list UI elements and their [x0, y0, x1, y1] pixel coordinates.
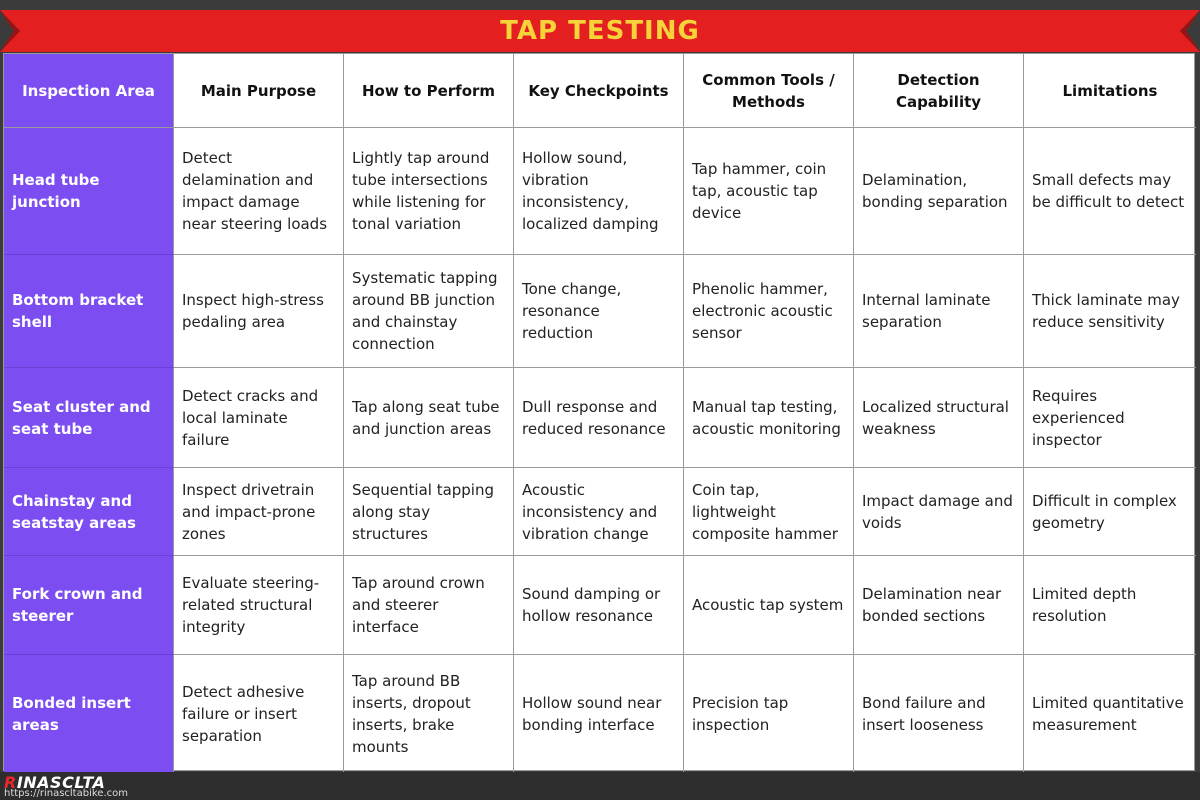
row-inspection-area: Fork crown and steerer [4, 556, 174, 655]
row-inspection-area: Head tube junction [4, 128, 174, 255]
row-main-purpose: Detect delamination and impact damage near steering loads [174, 128, 344, 255]
row-limitations: Difficult in complex geometry [1024, 468, 1196, 556]
row-inspection-area: Seat cluster and seat tube [4, 368, 174, 468]
row-key-checkpoints: Dull response and reduced resonance [514, 368, 684, 468]
header-cell-inspection-area: Inspection Area [4, 54, 174, 128]
row-main-purpose: Evaluate steering-related structural integrity [174, 556, 344, 655]
row-inspection-area: Bonded insert areas [4, 655, 174, 772]
row-detection-capability: Internal laminate separation [854, 255, 1024, 368]
row-common-tools: Manual tap testing, acoustic monitoring [684, 368, 854, 468]
row-limitations: Small defects may be difficult to detect [1024, 128, 1196, 255]
header-cell-how-to-perform: How to Perform [344, 54, 514, 128]
footer-watermark [0, 772, 1200, 800]
row-main-purpose: Detect adhesive failure or insert separation [174, 655, 344, 772]
header-cell-common-tools: Common Tools / Methods [684, 54, 854, 128]
row-how-to-perform: Tap around BB inserts, dropout inserts, brake mounts [344, 655, 514, 772]
row-main-purpose: Inspect drivetrain and impact-prone zones [174, 468, 344, 556]
row-how-to-perform: Tap along seat tube and junction areas [344, 368, 514, 468]
row-detection-capability: Impact damage and voids [854, 468, 1024, 556]
title-banner [0, 10, 1200, 52]
header-cell-detection-capability: Detection Capability [854, 54, 1024, 128]
row-how-to-perform: Systematic tapping around BB junction and chainstay connection [344, 255, 514, 368]
row-key-checkpoints: Tone change, resonance reduction [514, 255, 684, 368]
row-limitations: Limited depth resolution [1024, 556, 1196, 655]
row-common-tools: Tap hammer, coin tap, acoustic tap device [684, 128, 854, 255]
row-key-checkpoints: Hollow sound, vibration inconsistency, localized damping [514, 128, 684, 255]
row-limitations: Thick laminate may reduce sensitivity [1024, 255, 1196, 368]
row-detection-capability: Bond failure and insert looseness [854, 655, 1024, 772]
logo-initial: R [4, 773, 17, 792]
row-limitations: Limited quantitative measurement [1032, 693, 1184, 734]
row-common-tools: Coin tap, lightweight composite hammer [684, 468, 854, 556]
row-how-to-perform: Lightly tap around tube intersections while listening for tonal variation [344, 128, 514, 255]
site-url: https://rinascltabike.com [4, 788, 128, 799]
page-title: TAP TESTING [500, 16, 700, 46]
header-cell-key-checkpoints: Key Checkpoints [514, 54, 684, 128]
row-key-checkpoints: Sound damping or hollow resonance [514, 556, 684, 655]
row-limitations: Requires experienced inspector [1024, 368, 1196, 468]
row-key-checkpoints: Acoustic inconsistency and vibration change [514, 468, 684, 556]
row-main-purpose: Detect cracks and local laminate failure [174, 368, 344, 468]
row-detection-capability: Delamination near bonded sections [854, 556, 1024, 655]
header-cell-main-purpose: Main Purpose [174, 54, 344, 128]
row-inspection-area: Bottom bracket shell [4, 255, 174, 368]
row-how-to-perform: Sequential tapping along stay structures [344, 468, 514, 556]
row-detection-capability: Delamination, bonding separation [854, 128, 1024, 255]
header-cell-limitations: Limitations [1024, 54, 1196, 128]
logo-text: INASCLTA [16, 773, 106, 792]
row-key-checkpoints: Hollow sound near bonding interface [514, 655, 684, 772]
tap-testing-table [3, 53, 1195, 771]
row-detection-capability: Localized structural weakness [854, 368, 1024, 468]
row-common-tools: Precision tap inspection [684, 655, 854, 772]
row-common-tools: Acoustic tap system [684, 556, 854, 655]
row-inspection-area: Chainstay and seatstay areas [4, 468, 174, 556]
row-common-tools: Phenolic hammer, electronic acoustic sensor [684, 255, 854, 368]
row-main-purpose: Inspect high-stress pedaling area [174, 255, 344, 368]
row-how-to-perform: Tap around crown and steerer interface [344, 556, 514, 655]
